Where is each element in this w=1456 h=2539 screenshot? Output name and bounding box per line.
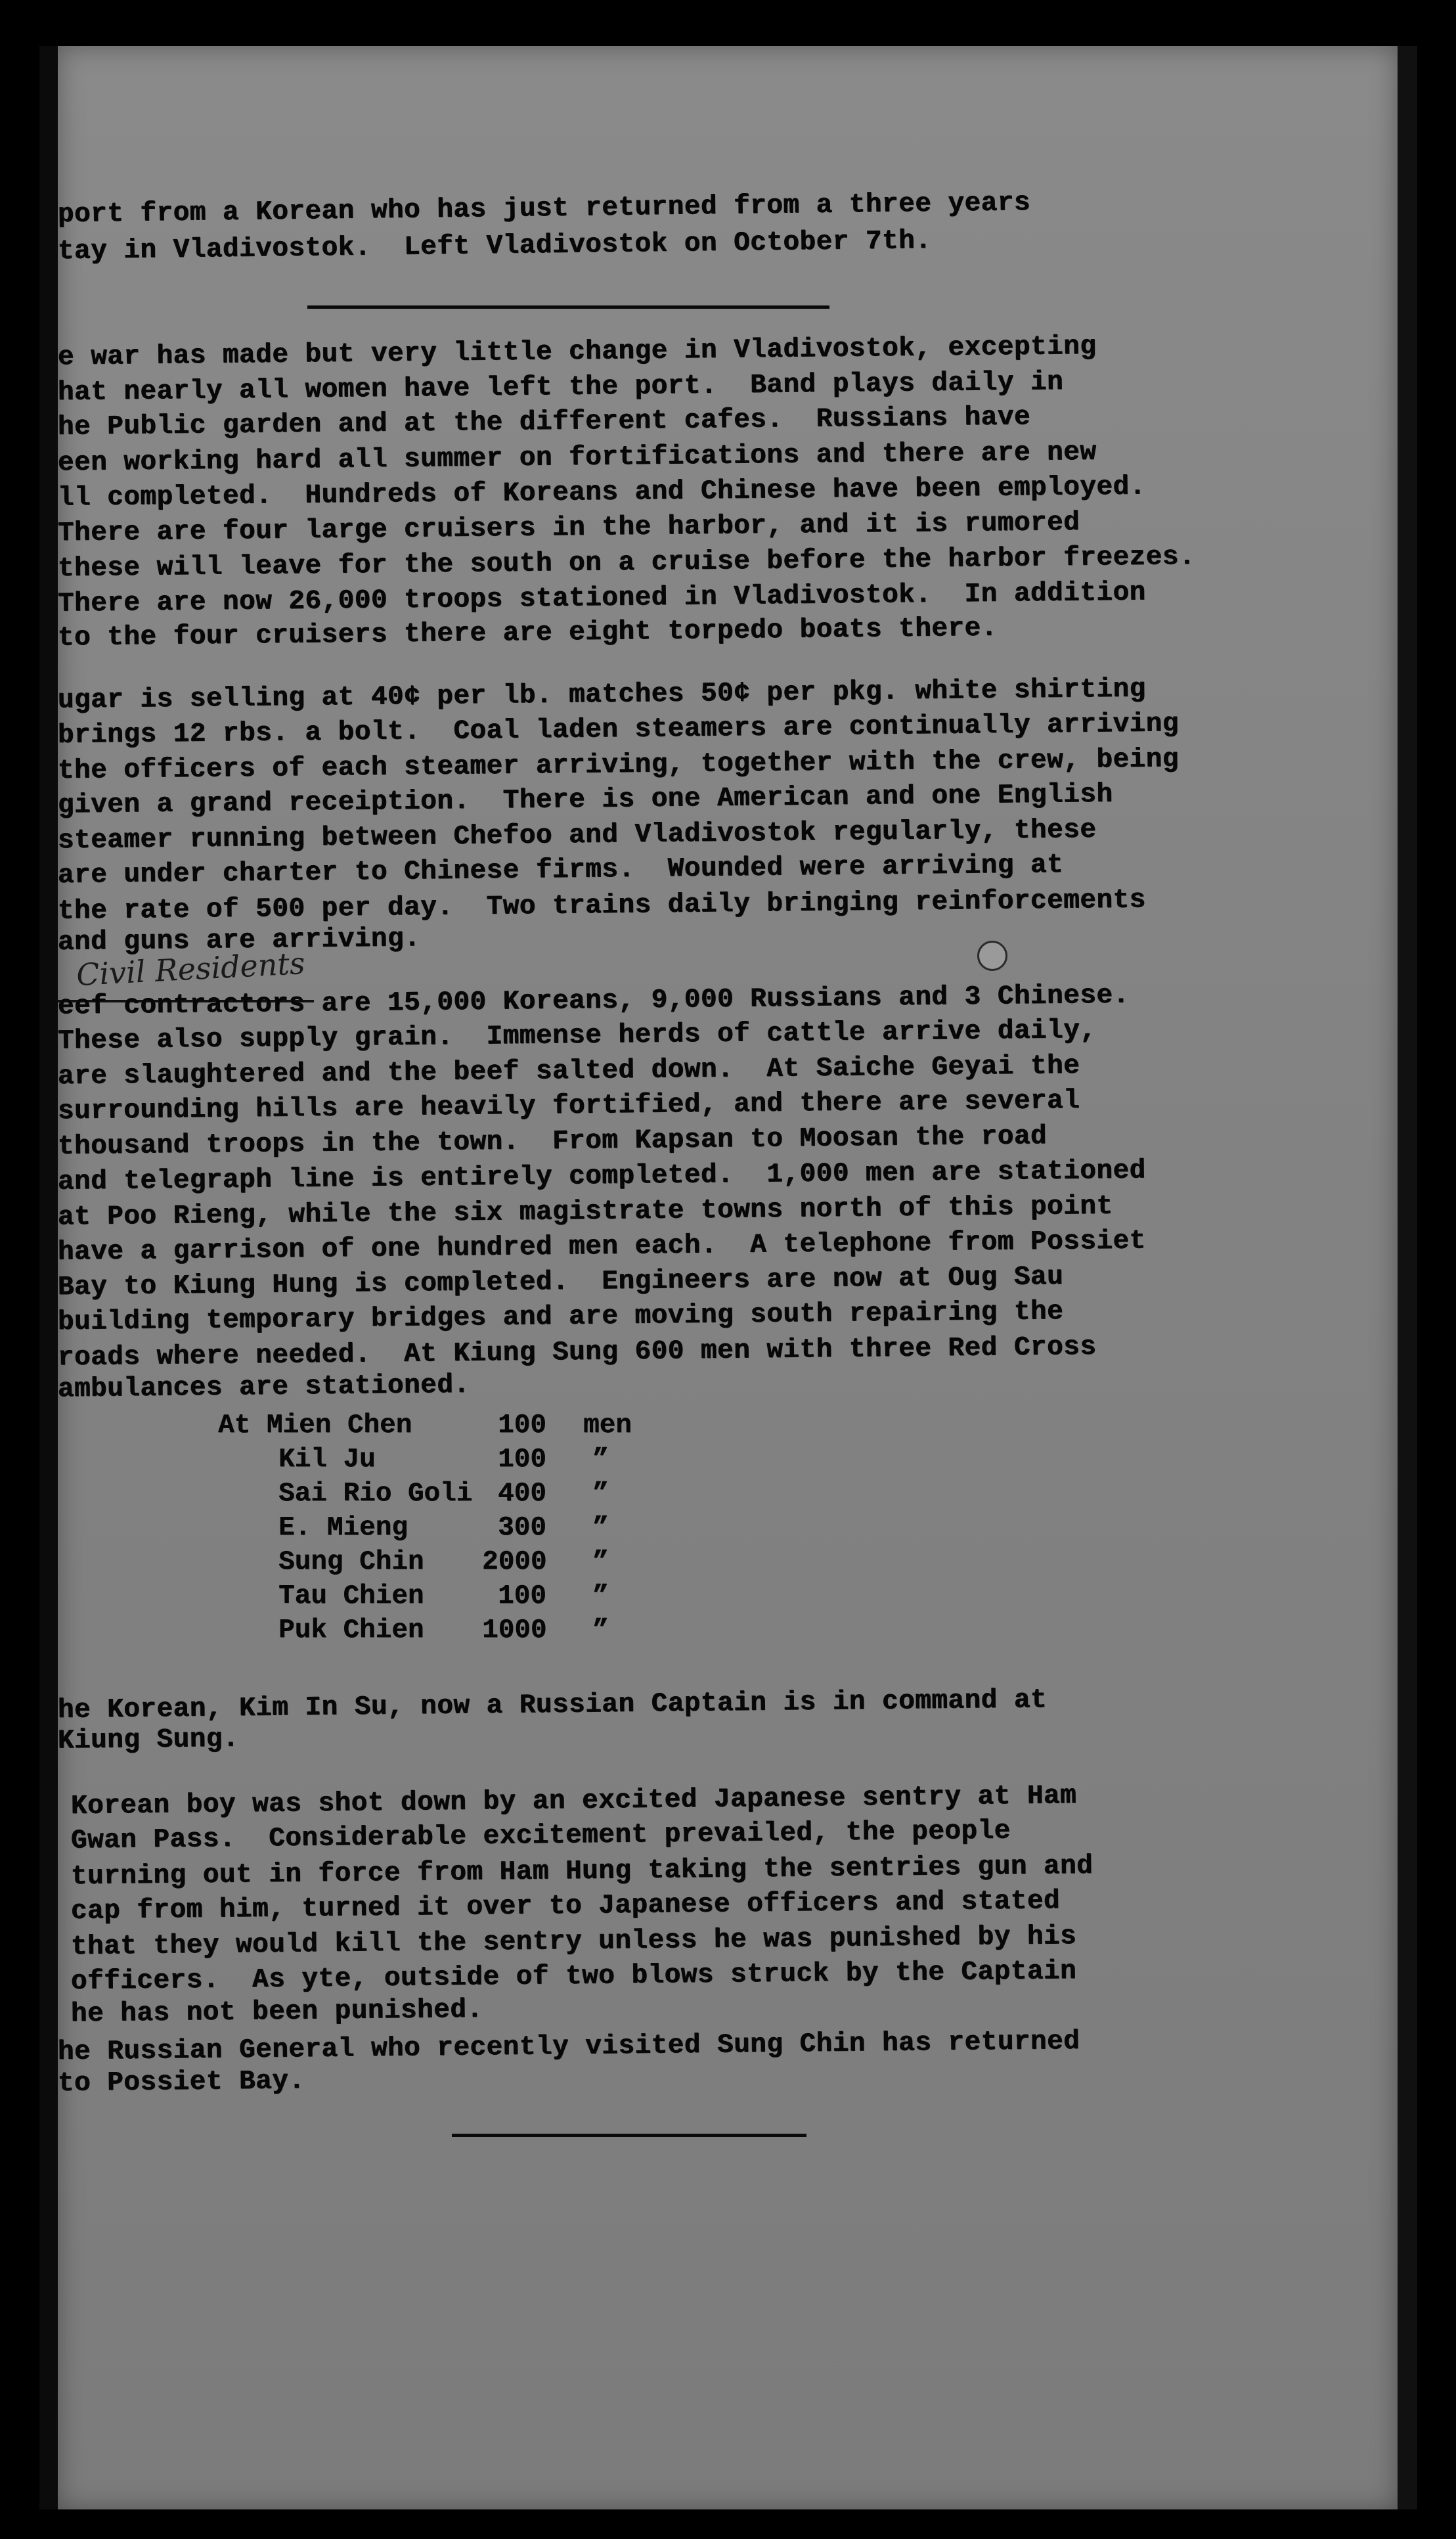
table-place: At Mien Chen bbox=[218, 1410, 412, 1441]
table-row bbox=[218, 1408, 809, 1443]
table-row bbox=[278, 1511, 870, 1545]
scan-edge-right bbox=[1398, 46, 1417, 2509]
table-count: 400 bbox=[498, 1479, 546, 1509]
p3-line-4: surrounding hills are heavily fortified, and there are several bbox=[57, 1085, 1080, 1127]
p3-line-7: at Poo Rieng, while the six magistrate towns north of this point bbox=[57, 1191, 1113, 1233]
table-unit: men bbox=[583, 1410, 632, 1441]
table-unit: ” bbox=[592, 1445, 609, 1475]
p3-line-11: roads where needed. At Kiung Sung 600 men with three Red Cross bbox=[57, 1332, 1097, 1374]
table-row bbox=[278, 1579, 870, 1613]
garrison-table bbox=[218, 1408, 809, 1671]
p3-line-9: Bay to Kiung Hung is completed. Engineers are now at Oug Sau bbox=[57, 1261, 1064, 1303]
p2-line-2: brings 12 rbs. a bolt. Coal laden steamers are continually arriving bbox=[57, 709, 1180, 751]
paper-page bbox=[58, 46, 1398, 2509]
table-count: 100 bbox=[498, 1581, 546, 1611]
p5-line-2: Gwan Pass. Considerable excitement prevailed, the people bbox=[70, 1816, 1011, 1856]
p1-line-8: There are now 26,000 troops stationed in Vladivostok. In addition bbox=[57, 577, 1147, 619]
table-place: Tau Chien bbox=[278, 1581, 424, 1611]
p3-line-5: thousand troops in the town. From Kapsan to Moosan the road bbox=[57, 1121, 1048, 1162]
punch-hole-mark bbox=[977, 941, 1007, 971]
p3-line-12: ambulances are stationed. bbox=[57, 1370, 470, 1405]
p3-line-6: and telegraph line is entirely completed. 1,000 men are stationed bbox=[57, 1156, 1147, 1198]
p3-line-8: have a garrison of one hundred men each. A telephone from Possiet bbox=[57, 1226, 1147, 1268]
p2-line-1: ugar is selling at 40¢ per lb. matches 50¢ per pkg. white shirting bbox=[57, 674, 1147, 716]
table-unit: ” bbox=[592, 1479, 609, 1509]
p2-line-7: the rate of 500 per day. Two trains daily bringing reinforcements bbox=[57, 885, 1147, 927]
p5-line-1: Korean boy was shot down by an excited Japanese sentry at Ham bbox=[70, 1780, 1077, 1822]
p3-line-3: are slaughtered and the beef salted down. At Saiche Geyai the bbox=[57, 1050, 1080, 1092]
p2-line-5: steamer running between Chefoo and Vladivostok regularly, these bbox=[57, 815, 1097, 857]
p5-line-8: he Russian General who recently visited Sung Chin has returned bbox=[57, 2026, 1080, 2068]
p3-line-10: building temporary bridges and are moving south repairing the bbox=[57, 1296, 1064, 1338]
header-line-1: port from a Korean who has just returned from a three years bbox=[57, 187, 1031, 231]
p1-line-6: There are four large cruisers in the harbor, and it is rumored bbox=[57, 507, 1080, 549]
table-row bbox=[278, 1443, 870, 1477]
p5-line-9: to Possiet Bay. bbox=[57, 2066, 305, 2099]
table-place: Sai Rio Goli bbox=[278, 1479, 473, 1509]
header-divider bbox=[307, 305, 829, 309]
p5-line-4: cap from him, turned it over to Japanese officers and stated bbox=[70, 1886, 1061, 1927]
header-line-2: tay in Vladivostok. Left Vladivostok on October 7th. bbox=[57, 225, 932, 267]
p2-line-8: and guns are arriving. bbox=[57, 924, 421, 958]
table-row bbox=[278, 1545, 870, 1579]
p3-line-2: These also supply grain. Immense herds of cattle arrive daily, bbox=[57, 1015, 1097, 1057]
p3-line-1: eef contractors are 15,000 Koreans, 9,000 Russians and 3 Chinese. bbox=[57, 980, 1130, 1022]
table-place: Puk Chien bbox=[278, 1615, 424, 1646]
p1-line-2: hat nearly all women have left the port. Band plays daily in bbox=[57, 367, 1064, 409]
table-place: Kil Ju bbox=[278, 1445, 376, 1475]
p1-line-5: ll completed. Hundreds of Koreans and Chinese have been employed. bbox=[57, 472, 1147, 514]
p5-line-7: he has not been punished. bbox=[70, 1994, 483, 2030]
p5-line-3: turning out in force from Ham Hung taking the sentries gun and bbox=[70, 1851, 1093, 1893]
table-count: 2000 bbox=[482, 1547, 547, 1577]
p5-line-5: that they would kill the sentry unless he was punished by his bbox=[70, 1921, 1077, 1963]
table-unit: ” bbox=[592, 1615, 609, 1646]
table-place: E. Mieng bbox=[278, 1513, 408, 1543]
table-unit: ” bbox=[592, 1547, 609, 1577]
table-row bbox=[278, 1477, 870, 1511]
p1-line-7: these will leave for the south on a cruise before the harbor freezes. bbox=[57, 541, 1196, 585]
p5-line-6: officers. As yte, outside of two blows struck by the Captain bbox=[70, 1956, 1077, 1998]
table-unit: ” bbox=[592, 1581, 609, 1611]
table-count: 100 bbox=[498, 1445, 546, 1475]
p1-line-9: to the four cruisers there are eight torpedo boats there. bbox=[57, 613, 998, 654]
p1-line-4: een working hard all summer on fortifications and there are new bbox=[57, 437, 1097, 479]
p4-line-1: he Korean, Kim In Su, now a Russian Captain is in command at bbox=[57, 1685, 1048, 1726]
footer-divider bbox=[452, 2134, 806, 2137]
p4-line-2: Kiung Sung. bbox=[57, 1724, 240, 1757]
table-unit: ” bbox=[592, 1513, 609, 1543]
p1-line-3: he Public garden and at the different cafes. Russians have bbox=[57, 402, 1031, 443]
handwritten-note: Civil Residents bbox=[75, 945, 306, 993]
table-row bbox=[278, 1613, 870, 1648]
table-count: 300 bbox=[498, 1513, 546, 1543]
p2-line-3: the officers of each steamer arriving, together with the crew, being bbox=[57, 744, 1180, 786]
table-count: 1000 bbox=[482, 1615, 547, 1646]
p2-line-4: given a grand receiption. There is one American and one English bbox=[57, 779, 1113, 821]
p1-line-1: e war has made but very little change in Vladivostok, excepting bbox=[57, 331, 1097, 373]
p2-line-6: are under charter to Chinese firms. Wounded were arriving at bbox=[57, 849, 1064, 891]
table-place: Sung Chin bbox=[278, 1547, 424, 1577]
table-count: 100 bbox=[498, 1410, 546, 1441]
